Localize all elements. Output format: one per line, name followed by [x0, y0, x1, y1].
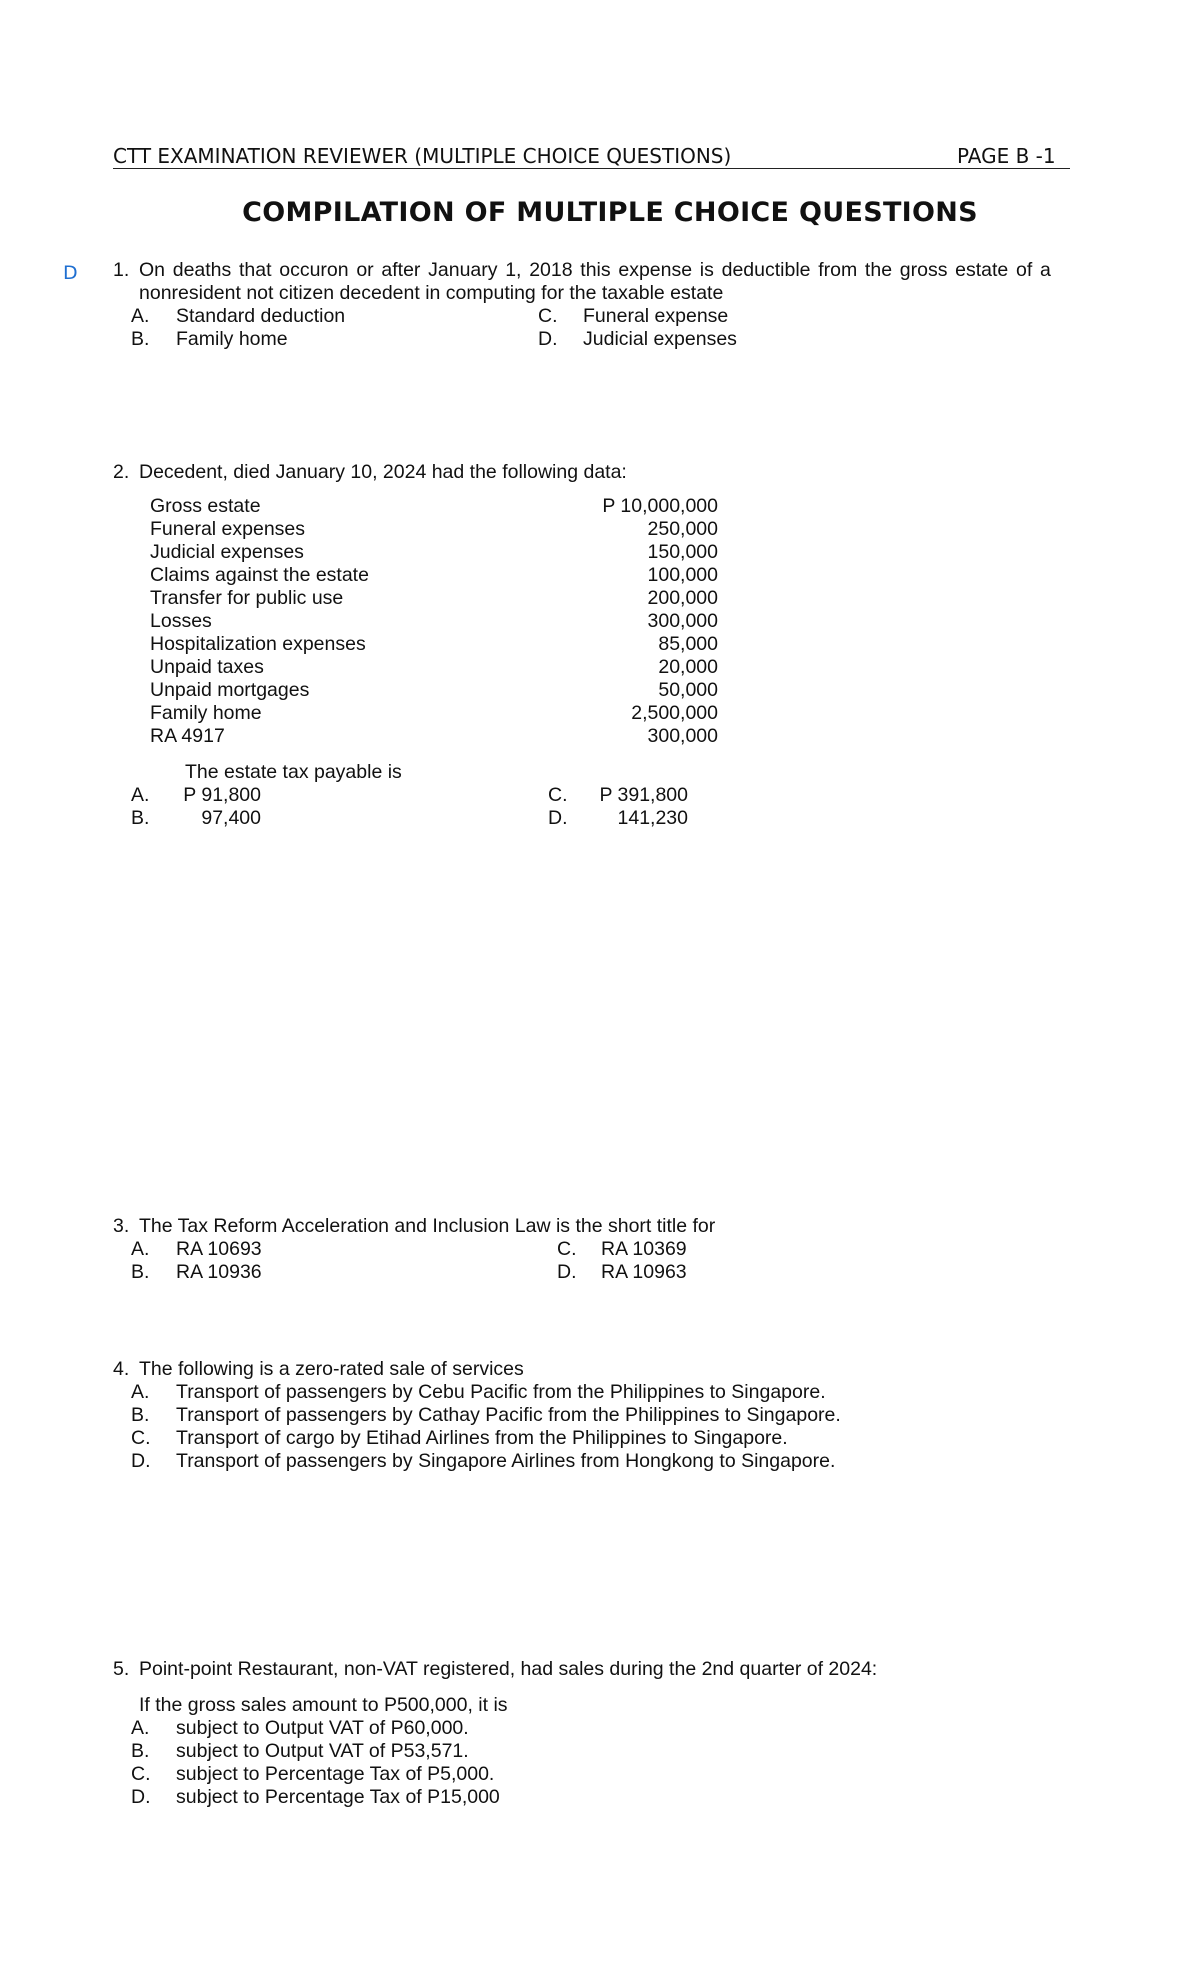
- q2-option-d-text: 141,230: [617, 807, 688, 829]
- q2-prompt: The estate tax payable is: [185, 761, 402, 783]
- q2-row-value: 300,000: [647, 725, 718, 747]
- q1-option-c-letter: C.: [538, 305, 558, 327]
- q2-row-label: Unpaid mortgages: [150, 679, 310, 701]
- q1-option-d-letter: D.: [538, 328, 558, 350]
- q2-row-label: Judicial expenses: [150, 541, 304, 563]
- q4-option-a-letter: A.: [131, 1381, 150, 1403]
- q2-option-b-letter: B.: [131, 807, 150, 829]
- q3-option-b-letter: B.: [131, 1261, 150, 1283]
- q3-option-a-text: RA 10693: [176, 1238, 262, 1260]
- q2-row-label: Unpaid taxes: [150, 656, 264, 678]
- q1-option-b-letter: B.: [131, 328, 150, 350]
- q2-number: 2.: [113, 461, 130, 483]
- q2-row-label: Claims against the estate: [150, 564, 369, 586]
- page-title: COMPILATION OF MULTIPLE CHOICE QUESTIONS: [242, 197, 978, 228]
- q2-row-value: 200,000: [647, 587, 718, 609]
- q4-option-b-letter: B.: [131, 1404, 150, 1426]
- q2-row-value: 20,000: [658, 656, 718, 678]
- q5-text: Point-point Restaurant, non-VAT registered, had sales during the 2nd quarter of 2024:: [139, 1658, 878, 1680]
- q5-option-c-text: subject to Percentage Tax of P5,000.: [176, 1763, 495, 1785]
- q1-number: 1.: [113, 259, 130, 281]
- q5-option-d-text: subject to Percentage Tax of P15,000: [176, 1786, 500, 1808]
- q1-option-b-text: Family home: [176, 328, 288, 350]
- q2-option-b-text: 97,400: [201, 807, 261, 829]
- q4-option-b-text: Transport of passengers by Cathay Pacific from the Philippines to Singapore.: [176, 1404, 841, 1426]
- q5-option-b-text: subject to Output VAT of P53,571.: [176, 1740, 469, 1762]
- q2-row-label: Transfer for public use: [150, 587, 344, 609]
- q1-option-d-text: Judicial expenses: [583, 328, 737, 350]
- q2-row-label: Losses: [150, 610, 212, 632]
- q3-text: The Tax Reform Acceleration and Inclusion Law is the short title for: [139, 1215, 716, 1237]
- q4-option-d-letter: D.: [131, 1450, 151, 1472]
- q3-number: 3.: [113, 1215, 130, 1237]
- q3-option-c-text: RA 10369: [601, 1238, 687, 1260]
- q5-prompt: If the gross sales amount to P500,000, it is: [139, 1694, 508, 1716]
- q4-option-d-text: Transport of passengers by Singapore Airlines from Hongkong to Singapore.: [176, 1450, 836, 1472]
- q4-option-a-text: Transport of passengers by Cebu Pacific from the Philippines to Singapore.: [176, 1381, 826, 1403]
- q5-option-a-letter: A.: [131, 1717, 150, 1739]
- answer-mark: D: [63, 262, 78, 284]
- q4-number: 4.: [113, 1358, 130, 1380]
- q2-row-value: 2,500,000: [631, 702, 718, 724]
- q3-option-c-letter: C.: [557, 1238, 577, 1260]
- q5-number: 5.: [113, 1658, 130, 1680]
- q3-option-d-text: RA 10963: [601, 1261, 687, 1283]
- q2-row-label: Family home: [150, 702, 262, 724]
- q2-row-label: Hospitalization expenses: [150, 633, 366, 655]
- q2-text: Decedent, died January 10, 2024 had the following data:: [139, 461, 627, 483]
- q4-option-c-letter: C.: [131, 1427, 151, 1449]
- q2-option-c-text: P 391,800: [599, 784, 688, 806]
- q1-option-a-text: Standard deduction: [176, 305, 346, 327]
- q2-row-label: Gross estate: [150, 495, 261, 517]
- q2-row-value: 50,000: [658, 679, 718, 701]
- q1-option-a-letter: A.: [131, 305, 150, 327]
- q2-row-value: 250,000: [647, 518, 718, 540]
- page-header-title: CTT EXAMINATION REVIEWER (MULTIPLE CHOICE QUESTIONS): [113, 144, 732, 168]
- q2-option-a-letter: A.: [131, 784, 150, 806]
- q2-option-a-text: P 91,800: [183, 784, 261, 806]
- q2-row-value: 150,000: [647, 541, 718, 563]
- q5-option-b-letter: B.: [131, 1740, 150, 1762]
- q1-text-line2: nonresident not citizen decedent in computing for the taxable estate: [139, 282, 724, 304]
- q5-option-c-letter: C.: [131, 1763, 151, 1785]
- q5-option-d-letter: D.: [131, 1786, 151, 1808]
- q2-row-label: RA 4917: [150, 725, 225, 747]
- q2-option-d-letter: D.: [548, 807, 568, 829]
- q2-row-value: 300,000: [647, 610, 718, 632]
- q2-option-c-letter: C.: [548, 784, 568, 806]
- header-underline: [113, 168, 1070, 169]
- q2-row-value: 85,000: [658, 633, 718, 655]
- q5-option-a-text: subject to Output VAT of P60,000.: [176, 1717, 469, 1739]
- q2-row-value: 100,000: [647, 564, 718, 586]
- q1-option-c-text: Funeral expense: [583, 305, 729, 327]
- q2-row-label: Funeral expenses: [150, 518, 306, 540]
- q3-option-b-text: RA 10936: [176, 1261, 262, 1283]
- q2-row-value: P 10,000,000: [602, 495, 718, 517]
- q4-option-c-text: Transport of cargo by Etihad Airlines from the Philippines to Singapore.: [176, 1427, 788, 1449]
- q1-text-line1: On deaths that occuron or after January 1, 2018 this expense is deductible from the gross estate of a: [139, 259, 1051, 281]
- q4-text: The following is a zero-rated sale of services: [139, 1358, 524, 1380]
- page-number: PAGE B -1: [957, 144, 1056, 168]
- q3-option-a-letter: A.: [131, 1238, 150, 1260]
- q3-option-d-letter: D.: [557, 1261, 577, 1283]
